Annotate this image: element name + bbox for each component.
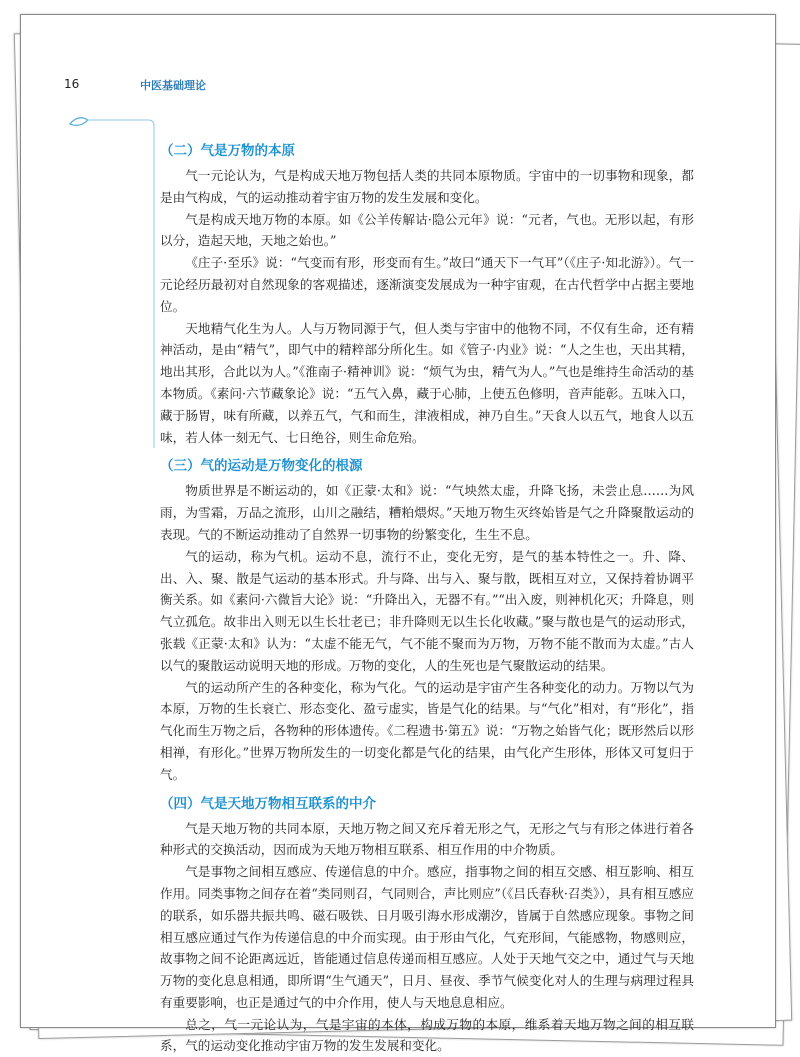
paragraph: 气的运动所产生的各种变化，称为气化。气的运动是宇宙产生各种变化的动力。万物以气为本原，万物的生长衰亡、形态变化、盈亏虚实，皆是气化的结果。与“气化”相对，有“形化”，指气化而生万物之后，各物种的形体遗传。《二程遗书·第五》说：“万物之始皆气化；既形然后以形相禅，有形化。”世界万物所发生的一切变化都是气化的结果，由气化产生形体，形体又可复归于气。 — [160, 679, 694, 782]
paragraph: 《庄子·至乐》说：“气变而有形，形变而有生。”故曰“通天下一气耳”（《庄子·知北游》）。气一元论经历最初对自然现象的客观描述，逐渐演变发展成为一种宇宙观，在古代哲学中占据主要地位。 — [160, 255, 694, 314]
paragraph: 气是事物之间相互感应、传递信息的中介。感应，指事物之间的相互交感、相互影响、相互作用。同类事物之间存在着“类同则召，气同则合，声比则应”（《吕氏春秋·召类》），具有相互感应的联系，如乐器共振共鸣、磁石吸铁、日月吸引海水形成潮汐，皆属于自然感应现象。事物之间相互感应通过气作为传递信息的中介而实现。由于形由气化，气充形间，气能感物，物感则应，故事物之间不论距离远近，皆能通过信息传递而相互感应。人处于天地气交之中，通过气与天地万物的变化息息相通，即所谓“生气通天”，日月、昼夜、季节气候变化对人的生理与病理过程具有重要影响，也正是通过气的中介作用，使人与天地息息相应。 — [160, 864, 694, 1010]
section-heading-3: （三）气的运动是万物变化的根源 — [160, 458, 363, 475]
paragraph: 气是天地万物的共同本原，天地万物之间又充斥着无形之气，无形之气与有形之体进行着各种形式的交换活动，因而成为天地万物相互联系、相互作用的中介物质。 — [160, 820, 694, 858]
paragraph: 物质世界是不断运动的，如《正蒙·太和》说：“气坱然太虚，升降飞扬，未尝止息……为风雨，为雪霜，万品之流形，山川之融结，糟粕煨烬。”天地万物生灭终始皆是气之升降聚散运动的表现。气的不断运动推动了自然界一切事物的纷繁变化，生生不息。 — [160, 483, 694, 542]
main-content — [160, 133, 694, 1057]
paragraph: 气一元论认为，气是构成天地万物包括人类的共同本原物质。宇宙中的一切事物和现象，都是由气构成，气的运动推动着宇宙万物的发生发展和变化。 — [160, 168, 694, 205]
section-heading-4: （四）气是天地万物相互联系的中介 — [160, 795, 376, 812]
corner-decoration — [60, 108, 170, 448]
page-number: 16 — [64, 77, 80, 91]
page-body — [20, 14, 774, 1054]
paragraph: 气的运动，称为气机。运动不息，流行不止，变化无穷，是气的基本特性之一。升、降、出、入、聚、散是气运动的基本形式。升与降、出与入、聚与散，既相互对立，又保持着协调平衡关系。如《素问·六微旨大论》说：“升降出入，无器不有。”“出入废，则神机化灭；升降息，则气立孤危。故非出入则无以生长壮老已；非升降则无以生长化收藏。”聚与散也是气的运动形式，张载《正蒙·太和》认为：“太虚不能无气，气不能不聚而为万物，万物不能不散而为太虚。”古人以气的聚散运动说明天地的形成。万物的变化，人的生死也是气聚散运动的结果。 — [160, 548, 694, 673]
leaf-icon — [70, 118, 88, 126]
section-heading-2: （二）气是万物的本原 — [160, 143, 295, 159]
paragraph: 气是构成天地万物的本原。如《公羊传解诂·隐公元年》说：“元者，气也。无形以起，有形以分，造起天地，天地之始也。” — [160, 211, 694, 249]
running-title: 中医基础理论 — [140, 79, 206, 92]
paragraph: 总之，气一元论认为，气是宇宙的本体，构成万物的本原，维系着天地万物之间的相互联系，气的运动变化推动宇宙万物的发生发展和变化。 — [160, 1016, 694, 1054]
paragraph: 天地精气化生为人。人与万物同源于气，但人类与宇宙中的他物不同，不仅有生命，还有精神活动，是由“精气”，即气中的精粹部分所化生。如《管子·内业》说：“人之生也，天出其精，地出其形，合此以为人。”《淮南子·精神训》说：“烦气为虫，精气为人。”气也是维持生命活动的基本物质。《素问·六节藏象论》说：“五气入鼻，藏于心肺，上使五色修明，音声能彰。五味入口，藏于肠胃，味有所藏，以养五气，气和而生，津液相成，神乃自生。”天食人以五气，地食人以五味，若人体一刻无气、七日绝谷，则生命危殆。 — [160, 320, 694, 445]
